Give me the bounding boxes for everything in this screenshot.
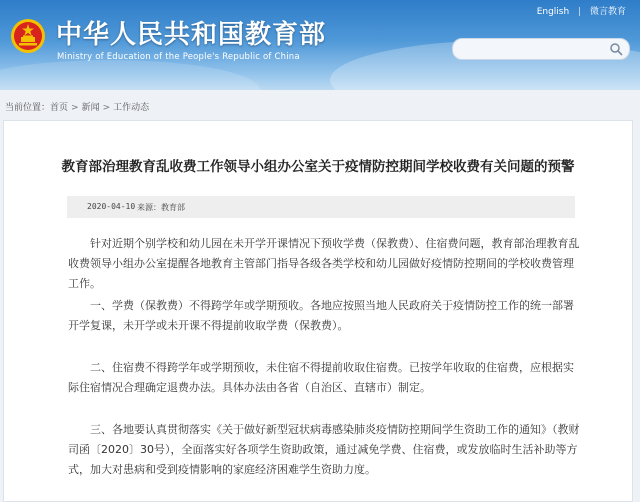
- article-title: 教育部治理教育乱收费工作领导小组办公室关于疫情防控期间学校收费有关问题的预警: [61, 159, 575, 175]
- breadcrumb-separator: >: [102, 103, 111, 113]
- article-source-label: 来源：: [137, 203, 161, 212]
- site-header: [0, 0, 640, 90]
- article-paragraph: 一、学费（保教费）不得跨学年或学期预收。各地应按照当地人民政府关于疫情防控工作的统一部署开学复课，未开学或未开课不得提前收取学费（保教费）。: [68, 299, 574, 332]
- breadcrumb-home[interactable]: 首页: [50, 103, 69, 113]
- top-links: [537, 4, 626, 17]
- article-source: 教育部: [161, 203, 185, 212]
- header-cloud: [0, 60, 260, 90]
- wechat-link[interactable]: 微言教育: [589, 7, 626, 17]
- article-paragraph: 针对近期个别学校和幼儿园在未开学开课情况下预收学费（保教费）、住宿费问题，教育部治理教育乱收费领导小组办公室提醒各地教育主管部门指导各级各类学校和幼儿园做好疫情防控期间的学校收费管理工作。: [68, 237, 580, 290]
- article-date: 2020-04-10: [87, 202, 136, 211]
- article-meta-bar: [67, 196, 575, 218]
- search-input[interactable]: [461, 41, 605, 59]
- link-divider: |: [578, 7, 582, 17]
- breadcrumb-label: 当前位置：: [5, 103, 51, 113]
- breadcrumb: [5, 100, 149, 113]
- breadcrumb-news[interactable]: 新闻: [81, 103, 100, 113]
- breadcrumb-separator: >: [71, 103, 79, 113]
- breadcrumb-work-updates[interactable]: 工作动态: [113, 103, 150, 113]
- site-title[interactable]: 中华人民共和国教育部: [56, 20, 327, 50]
- article-paragraph: 二、住宿费不得跨学年或学期预收，未住宿不得提前收取住宿费。已按学年收取的住宿费，应根据实际住宿情况合理确定退费办法。具体办法由各省（自治区、直辖市）制定。: [68, 361, 574, 394]
- article-container: [3, 120, 633, 502]
- site-subtitle: Ministry of Education of the People's Republic of China: [57, 52, 300, 62]
- search-icon[interactable]: [609, 42, 623, 56]
- article-paragraph: 三、各地要认真贯彻落实《关于做好新型冠状病毒感染肺炎疫情防控期间学生资助工作的通知》（教财司函〔2020〕30号），全面落实好各项学生资助政策，通过减免学费、住宿费，或发放临时生活补助等方式，加大对患病和受到疫情影响的家庭经济困难学生资助力度。: [68, 423, 580, 476]
- national-emblem-icon[interactable]: [10, 18, 46, 54]
- search-box: [452, 38, 630, 60]
- english-link[interactable]: English: [536, 7, 570, 17]
